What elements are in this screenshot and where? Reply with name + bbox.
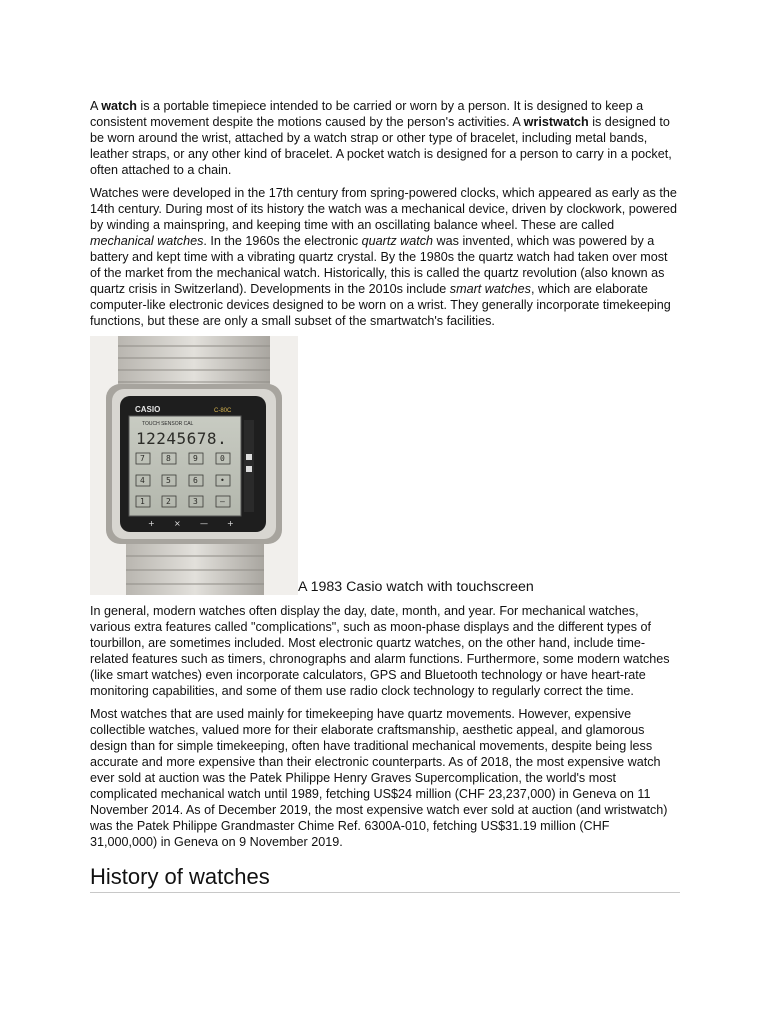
bottom-key: + [148,519,155,528]
keypad-key: 1 [140,497,145,506]
keypad-key: 7 [140,454,145,463]
figure-casio-watch [90,336,680,595]
keypad-key: 9 [193,454,198,463]
keypad-key: 5 [166,476,171,485]
casio-watch-photo [90,336,298,595]
keypad-key: — [220,497,225,506]
bold-term-watch: watch [101,99,137,113]
paragraph-features: In general, modern watches often display the day, date, month, and year. For mechanical watches, various extra features called "complications", such as moon-phase displays and the different types of tourbillon, are sometimes included. Most electronic quartz watches, on the other hand, include time-related features such as timers, chronographs and alarm functions. Furthermore, some modern watches (like smart watches) even incorporate calculators, GPS and Bluetooth technology or have heart-rate monitoring capabilities, and some of them use radio clock technology to regularly correct the time. [90,604,670,698]
figure-caption: A 1983 Casio watch with touchscreen [298,579,534,595]
italic-term-mechanical-watches: mechanical watches [90,234,204,248]
bracelet-bottom [126,544,264,595]
keypad-key: 4 [140,476,145,485]
text-run: , which are elaborate computer-like electronic devices designed to be worn on a wrist. They generally incorporate timekeeping functions, but these are only a small subset of the smartwatch's facilities. [90,282,671,328]
keypad-key: 3 [193,497,198,506]
bottom-key: + [227,519,234,528]
keypad-key: • [220,476,225,485]
text-run: Watches were developed in the 17th century from spring-powered clocks, which appeared as early as the 14th century. During most of its history the watch was a mechanical device, driven by clockwork, powered by winding a mainspring, and keeping time with an oscillating balance wheel. These are called [90,186,678,232]
text-run: is designed to be worn around the wrist, attached by a watch strap or other type of bracelet, including metal bands, leather straps, or any other kind of bracelet. A pocket watch is designed for a person to carry in a pocket, often attached to a chain. [90,115,672,177]
bold-term-wristwatch: wristwatch [523,115,589,129]
text-run: was invented, which was powered by a battery and kept time with a vibrating quartz crystal. By the 1980s the quartz watch had taken over most of the market from the mechanical watch. Historically, this is called the quartz revolution (also known as quartz crisis in Switzerland). Developments in the 2010s include [90,234,668,296]
watch-model-text: C-80C [214,408,232,414]
bottom-key: — [200,519,208,528]
watch-brand-text: CASIO [135,405,161,414]
keypad-key: 8 [166,454,171,463]
article-body [90,98,680,893]
italic-term-quartz-watch: quartz watch [361,234,434,248]
watch-lcd-digits: 12245678. [136,429,228,448]
keypad-key: 2 [166,497,171,506]
text-run: . In the 1960s the electronic [203,234,362,248]
keypad-key: 0 [220,454,225,463]
keypad-key: 6 [193,476,198,485]
bracelet-top [118,336,270,388]
paragraph-movements: Most watches that are used mainly for timekeeping have quartz movements. However, expensive collectible watches, valued more for their elaborate craftsmanship, aesthetic appeal, and glamorous design than for simple timekeeping, often have traditional mechanical movements, despite being less accurate and more expensive than their electronic counterparts. As of 2018, the most expensive watch ever sold at auction was the Patek Philippe Henry Graves Supercomplication, the world's most complicated mechanical watch until 1989, fetching US$24 million (CHF 23,237,000) in Geneva on 11 November 2014. As of December 2019, the most expensive watch ever sold at auction (and wristwatch) was the Patek Philippe Grandmaster Chime Ref. 6300A-010, fetching US$31.19 million (CHF 31,000,000) in Geneva on 9 November 2019. [90,707,668,849]
italic-term-smart-watches: smart watches [449,282,531,296]
paragraph-intro [90,98,680,178]
paragraph-history [90,185,680,329]
text-run: is a portable timepiece intended to be carried or worn by a person. It is designed to keep a consistent movement despite the motions caused by the person's activities. A [90,99,644,129]
watch-panel-label: TOUCH SENSOR CAL [142,421,194,427]
bottom-key: × [174,519,181,528]
section-heading-history: History of watches [90,864,680,893]
text-run: A [90,99,102,113]
